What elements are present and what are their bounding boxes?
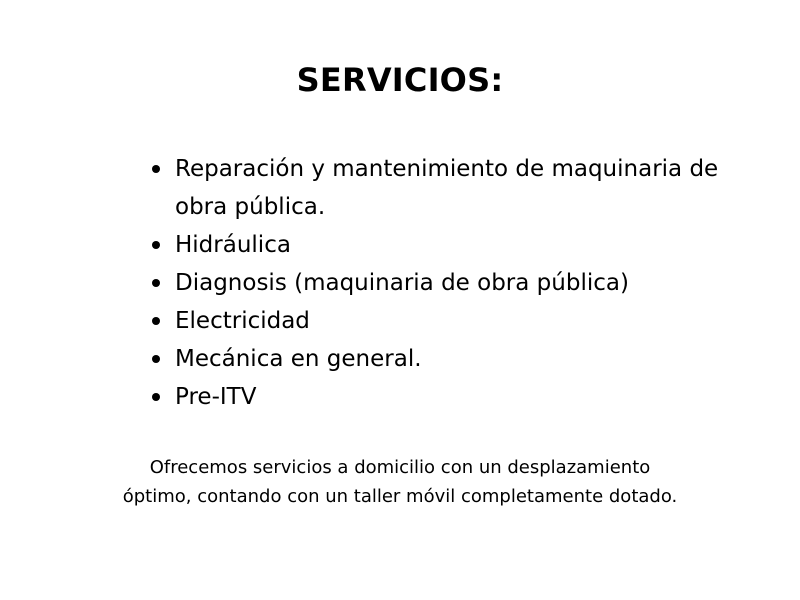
service-label: Diagnosis (maquinaria de obra pública) (175, 270, 629, 296)
list-item (148, 226, 748, 264)
service-label: Mecánica en general. (175, 346, 422, 372)
bullet-icon (152, 241, 160, 249)
list-item (148, 302, 748, 340)
list-item (148, 378, 748, 416)
bullet-icon (152, 355, 160, 363)
services-list (148, 150, 748, 416)
bullet-icon (152, 165, 160, 173)
bullet-icon (152, 317, 160, 325)
list-item (148, 340, 748, 378)
service-label: Electricidad (175, 308, 310, 334)
bullet-icon (152, 279, 160, 287)
footer-line-2: óptimo, contando con un taller móvil completamente dotado. (122, 486, 678, 507)
footer-note (40, 453, 760, 511)
list-item (148, 150, 748, 226)
service-label: Pre-ITV (175, 384, 257, 410)
bullet-icon (152, 393, 160, 401)
footer-line-1: Ofrecemos servicios a domicilio con un desplazamiento (149, 457, 651, 478)
service-label: Reparación y mantenimiento de maquinaria de obra pública. (175, 156, 719, 220)
list-item (148, 264, 748, 302)
page-title: SERVICIOS: (296, 61, 504, 99)
service-label: Hidráulica (175, 232, 291, 258)
